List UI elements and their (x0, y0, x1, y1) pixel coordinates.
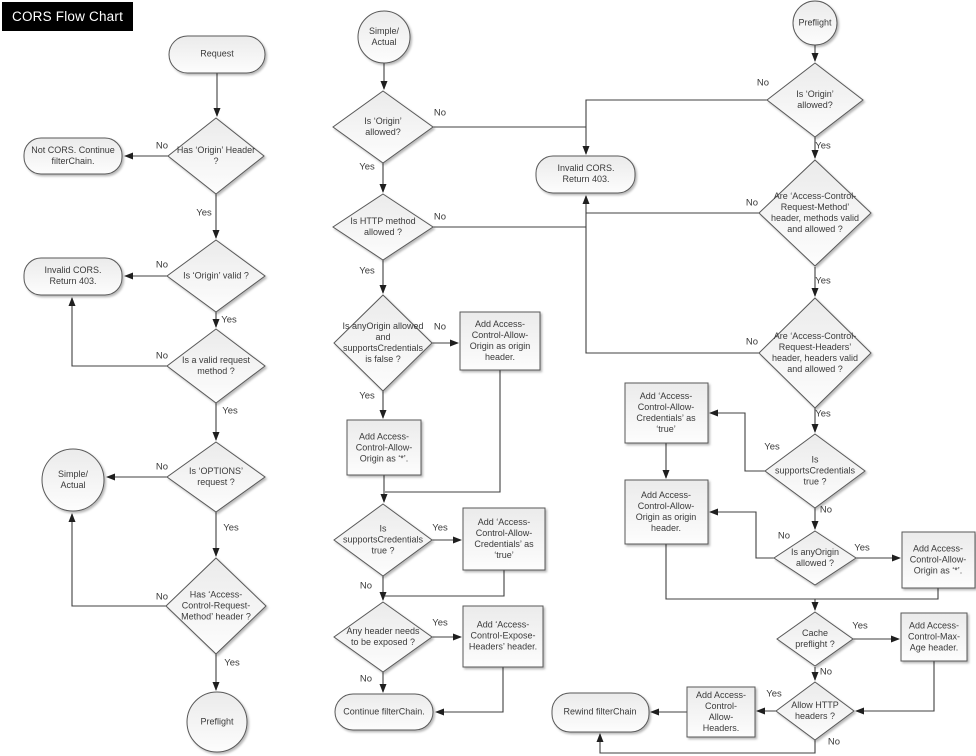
edge-rd3-no-to-invalid (586, 196, 759, 353)
edge-rd1-no-to-invalid (586, 100, 767, 154)
label-is-options-request: Is ‘OPTIONS’ request ? (188, 466, 243, 487)
edge-rd5-no (710, 512, 774, 558)
label-request: Request (200, 48, 234, 59)
edge-label-no: No (433, 211, 447, 223)
label-continue-filterchain: Continue filterChain. (343, 706, 425, 717)
label-preflight-left: Preflight (200, 716, 234, 727)
edge-label-yes: Yes (432, 522, 448, 534)
edge-label-yes: Yes (852, 620, 868, 632)
label-simple-actual-mid: Simple/ Actual (368, 26, 399, 47)
edge-label-no: No (433, 321, 447, 333)
label-is-anyorigin-allowed: Is anyOrigin allowed ? (790, 547, 840, 568)
label-acrm-valid-allowed: Are ‘Access-Control-Request-Method’ header, methods valid and allowed ? (770, 191, 860, 234)
label-anyorigin-supportscred: Is anyOrigin allowed and supportsCredentials is false ? (342, 321, 424, 364)
edge-label-no: No (359, 580, 373, 592)
edge-label-no: No (819, 504, 833, 516)
label-add-acao-star-mid: Add Access-Control-Allow-Origin as ‘*’. (355, 431, 413, 464)
edge-label-yes: Yes (815, 408, 831, 420)
edge-label-no: No (756, 77, 770, 89)
label-invalid-cors-mid: Invalid CORS. Return 403. (557, 163, 615, 184)
edge-hasacrm-no (72, 514, 169, 606)
label-add-acac-true-mid: Add ‘Access-Control-Allow-Credentials’ as ‘true’ (474, 517, 534, 560)
edge-label-yes: Yes (224, 657, 240, 669)
edge-label-no: No (433, 107, 447, 119)
edge-label-no: No (155, 591, 169, 603)
edge-label-no: No (155, 259, 169, 271)
edge-label-no: No (777, 530, 791, 542)
label-simple-actual-left: Simple/ Actual (57, 469, 88, 490)
edge-label-yes: Yes (359, 390, 375, 402)
label-not-cors: Not CORS. Continue filterChain. (31, 145, 115, 166)
edge-label-no: No (155, 461, 169, 473)
label-add-allow-headers: Add Access-Control-Allow-Headers. (695, 690, 747, 733)
label-right-supportscred-true: Is supportsCredentials true ? (774, 454, 856, 487)
edge-label-yes: Yes (815, 140, 831, 152)
edge-label-no: No (745, 197, 759, 209)
label-cache-preflight: Cache preflight ? (795, 628, 835, 649)
edge-label-yes: Yes (223, 522, 239, 534)
label-add-acao-star-right: Add Access-Control-Allow-Origin as ‘*’. (909, 543, 967, 576)
label-add-acao-origin-mid: Add Access-Control-Allow-Origin as origin header. (469, 319, 531, 362)
edge-label-yes: Yes (764, 441, 780, 453)
edge-label-no: No (819, 666, 833, 678)
edge-rr4-to-rd7 (856, 661, 934, 711)
label-rewind-filterchain: Rewind filterChain (563, 706, 637, 717)
edge-label-yes: Yes (196, 207, 212, 219)
label-add-acac-true-right: Add ‘Access-Control-Allow-Credentials’ as ‘true’ (636, 391, 696, 434)
edge-label-yes: Yes (766, 688, 782, 700)
edge-label-no: No (359, 673, 373, 685)
edge-rd4-yes (710, 413, 765, 471)
label-add-acao-origin-right: Add Access-Control-Allow-Origin as origin header. (635, 490, 697, 533)
edge-label-yes: Yes (221, 314, 237, 326)
edge-validmethod-no (72, 298, 167, 366)
label-acrh-valid-allowed: Are ‘Access-Control-Request-Headers’ header, headers valid and allowed ? (771, 331, 859, 374)
label-has-acrm-header: Has ‘Access-Control-Request-Method’ header ? (181, 589, 251, 622)
edge-label-no: No (155, 350, 169, 362)
edge-label-yes: Yes (432, 617, 448, 629)
label-right-is-origin-allowed: Is ‘Origin’ allowed? (796, 89, 834, 110)
edge-label-yes: Yes (854, 542, 870, 554)
edge-label-no: No (827, 736, 841, 748)
label-any-header-exposed: Any header needs to be exposed ? (346, 626, 420, 647)
edge-label-yes: Yes (222, 405, 238, 417)
edge-label-no: No (745, 336, 759, 348)
label-is-origin-valid: Is ‘Origin’ valid ? (183, 270, 249, 281)
edge-label-yes: Yes (815, 275, 831, 287)
label-mid-supportscred-true: Is supportsCredentials true ? (342, 523, 424, 556)
label-mid-is-origin-allowed: Is ‘Origin’ allowed? (364, 116, 402, 137)
edge-label-yes: Yes (359, 265, 375, 277)
chart-title: CORS Flow Chart (2, 2, 133, 31)
edge-mr3-join (385, 570, 504, 596)
label-is-http-method-allowed: Is HTTP method allowed ? (350, 216, 416, 237)
label-invalid-cors-left: Invalid CORS. Return 403. (44, 265, 102, 286)
label-allow-http-headers: Allow HTTP headers ? (791, 700, 839, 721)
label-valid-request-method: Is a valid request method ? (181, 355, 251, 376)
edge-label-yes: Yes (359, 161, 375, 173)
label-preflight-right: Preflight (798, 17, 832, 28)
label-add-expose-headers: Add ‘Access-Control-Expose-Headers’ header. (468, 619, 538, 652)
label-has-origin-header: Has ‘Origin’ Header ? (176, 145, 256, 166)
label-add-max-age: Add Access-Control-Max-Age header. (907, 620, 960, 653)
edge-mr4-to-end (436, 667, 503, 712)
edge-label-no: No (155, 140, 169, 152)
